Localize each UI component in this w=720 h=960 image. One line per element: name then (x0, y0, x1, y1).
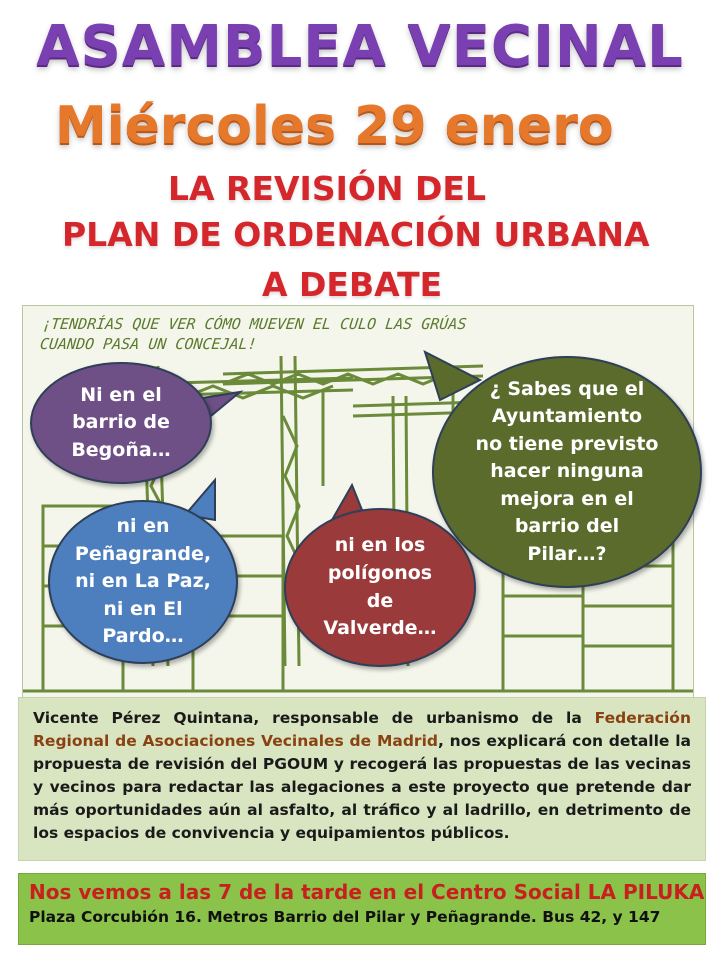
meeting-address-transport: Plaza Corcubión 16. Metros Barrio del Pilar y Peñagrande. Bus 42, y 147 (29, 908, 661, 926)
cartoon-caption-line-1: ¡TENDRÍAS QUE VER CÓMO MUEVEN EL CULO LAS GRÚAS (41, 315, 468, 333)
speech-bubble-begona (30, 362, 212, 484)
subtitle-line-1: LA REVISIÓN DEL (168, 169, 486, 208)
speech-bubble-valverde (284, 508, 476, 667)
cartoon-caption-line-2: CUANDO PASA UN CONCEJAL! (39, 335, 258, 354)
description-intro: Vicente Pérez Quintana, responsable de urbanismo de la (33, 709, 595, 727)
federation-name: Federación Regional de Asociaciones Vecinales de Madrid (33, 709, 691, 750)
speech-bubble-begona-text: Ni en el barrio de Begoña… (71, 383, 171, 461)
description-rest: , nos explicará con detalle la propuesta de revisión del PGOUM y recogerá las propuestas de las vecinas y vecinos para redactar las alegaciones a este proyecto que pretende dar más oportunidades aún al asfalto, al tráfico y al ladrillo, en detrimento de los espacios de convivencia y equipamientos públicos. (33, 732, 691, 842)
cartoon-caption (39, 314, 468, 355)
speech-bubble-valverde-text: ni en los polígonos de Valverde… (323, 534, 437, 640)
speech-bubble-penagrande-text: ni en Peñagrande, ni en La Paz, ni en El Pardo… (74, 515, 212, 648)
event-title: ASAMBLEA VECINAL (36, 14, 684, 79)
event-date: Miércoles 29 enero (55, 96, 614, 156)
speech-bubble-pilar (432, 356, 702, 588)
footer-box (18, 873, 706, 945)
speech-bubble-pilar-text: ¿ Sabes que el Ayuntamiento no tiene previsto hacer ninguna mejora en el barrio del Pilar…? (475, 377, 659, 565)
speech-bubble-penagrande (48, 500, 238, 664)
meeting-time-location: Nos vemos a las 7 de la tarde en el Centro Social LA PILUKA (29, 880, 705, 904)
subtitle-line-2: PLAN DE ORDENACIÓN URBANA (62, 215, 650, 254)
subtitle-line-3: A DEBATE (262, 265, 443, 304)
description-box (18, 697, 706, 861)
